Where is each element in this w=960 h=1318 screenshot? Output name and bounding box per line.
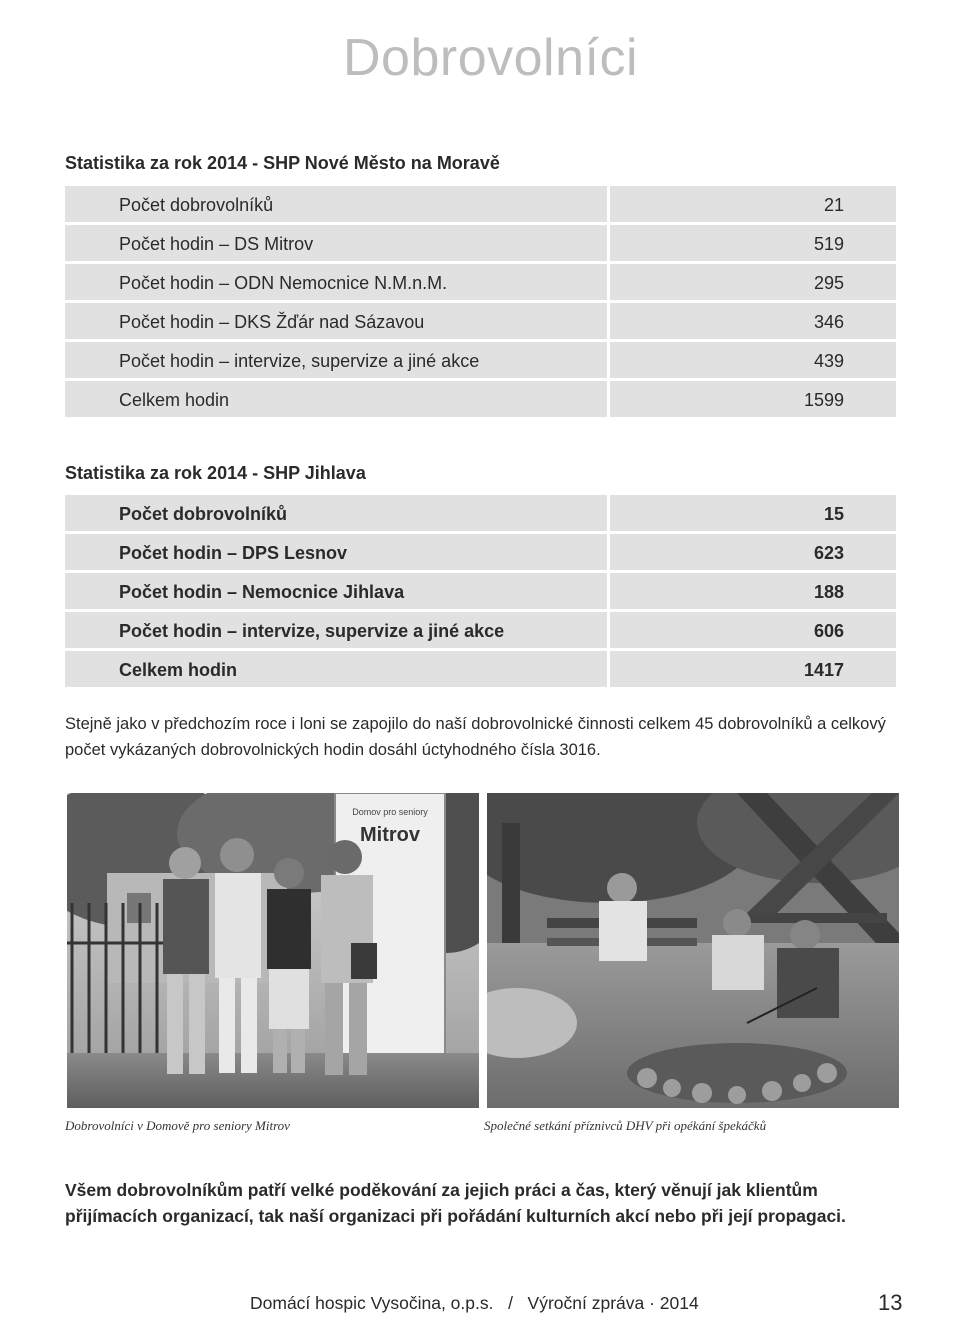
row-label: Počet hodin – ODN Nemocnice N.M.n.M. (119, 273, 448, 293)
row-label: Celkem hodin (119, 390, 230, 410)
row-value: 15 (823, 504, 844, 524)
divider (607, 381, 610, 417)
row-value: 606 (813, 621, 844, 641)
row-label: Počet hodin – Nemocnice Jihlava (119, 582, 405, 602)
table-row (65, 534, 896, 570)
row-label: Počet dobrovolníků (119, 195, 274, 215)
photo-volunteers-mitrov (67, 793, 479, 1108)
table-row (65, 186, 896, 222)
divider (607, 534, 610, 570)
divider (607, 303, 610, 339)
photo-volunteers-mitrov-image (67, 793, 479, 1108)
row-label: Počet hodin – DS Mitrov (119, 234, 314, 254)
row-value: 1417 (803, 660, 844, 680)
page-title: Dobrovolníci (343, 29, 639, 87)
row-value: 519 (813, 234, 844, 254)
thanks-paragraph: Všem dobrovolníkům patří velké poděkování za jejich práci a čas, který věnují jak klientům přijímacích organizací, tak naší organizaci při pořádání kulturních akcí nebo při její propagaci. (65, 1180, 846, 1226)
photo-sausage-roasting-image (487, 793, 899, 1108)
table-row (65, 225, 896, 261)
row-value: 623 (813, 543, 844, 563)
row-label: Počet hodin – intervize, supervize a jiné akce (119, 621, 505, 641)
row-value: 21 (823, 195, 844, 215)
stats-table-nove-mesto (65, 186, 896, 420)
photo-caption-left: Dobrovolníci v Domově pro seniory Mitrov (65, 1118, 290, 1133)
table-row (65, 303, 896, 339)
divider (607, 186, 610, 222)
table-row-total (65, 651, 896, 687)
divider (607, 573, 610, 609)
divider (607, 342, 610, 378)
row-value: 295 (813, 273, 844, 293)
row-value: 346 (813, 312, 844, 332)
table-row (65, 612, 896, 648)
divider (607, 495, 610, 531)
row-value: 1599 (803, 390, 844, 410)
row-label: Počet hodin – intervize, supervize a jiné akce (119, 351, 480, 371)
table-row (65, 573, 896, 609)
divider (607, 651, 610, 687)
section-heading-jihlava: Statistika za rok 2014 - SHP Jihlava (65, 463, 366, 483)
row-label: Počet hodin – DPS Lesnov (119, 543, 348, 563)
row-label: Počet hodin – DKS Žďár nad Sázavou (119, 312, 425, 332)
stats-table-jihlava (65, 495, 896, 690)
footer-text: Domácí hospic Vysočina, o.p.s. / Výroční zpráva · 2014 (250, 1293, 699, 1313)
divider (607, 225, 610, 261)
sign-text-1: Domov pro seniory (352, 807, 428, 817)
table-row (65, 342, 896, 378)
divider (607, 612, 610, 648)
photo-sausage-roasting (487, 793, 899, 1108)
section-heading-nove-mesto: Statistika za rok 2014 - SHP Nové Město na Moravě (65, 153, 500, 173)
divider (607, 264, 610, 300)
row-value: 188 (813, 582, 844, 602)
photo-caption-right: Společné setkání příznivců DHV při opékání špekáčků (484, 1118, 767, 1133)
table-row (65, 495, 896, 531)
row-label: Počet dobrovolníků (119, 504, 288, 524)
row-label: Celkem hodin (119, 660, 238, 680)
row-value: 439 (813, 351, 844, 371)
sign-text-2: Mitrov (360, 824, 420, 846)
summary-paragraph: Stejně jako v předchozím roce i loni se zapojilo do naší dobrovolnické činnosti celkem 45 dobrovolníků a celkový počet vykázaných dobrovolnických hodin dosáhl úctyhodného čísla 3016. (65, 715, 886, 759)
page-number: 13 (878, 1290, 903, 1315)
table-row (65, 264, 896, 300)
table-row-total (65, 381, 896, 417)
